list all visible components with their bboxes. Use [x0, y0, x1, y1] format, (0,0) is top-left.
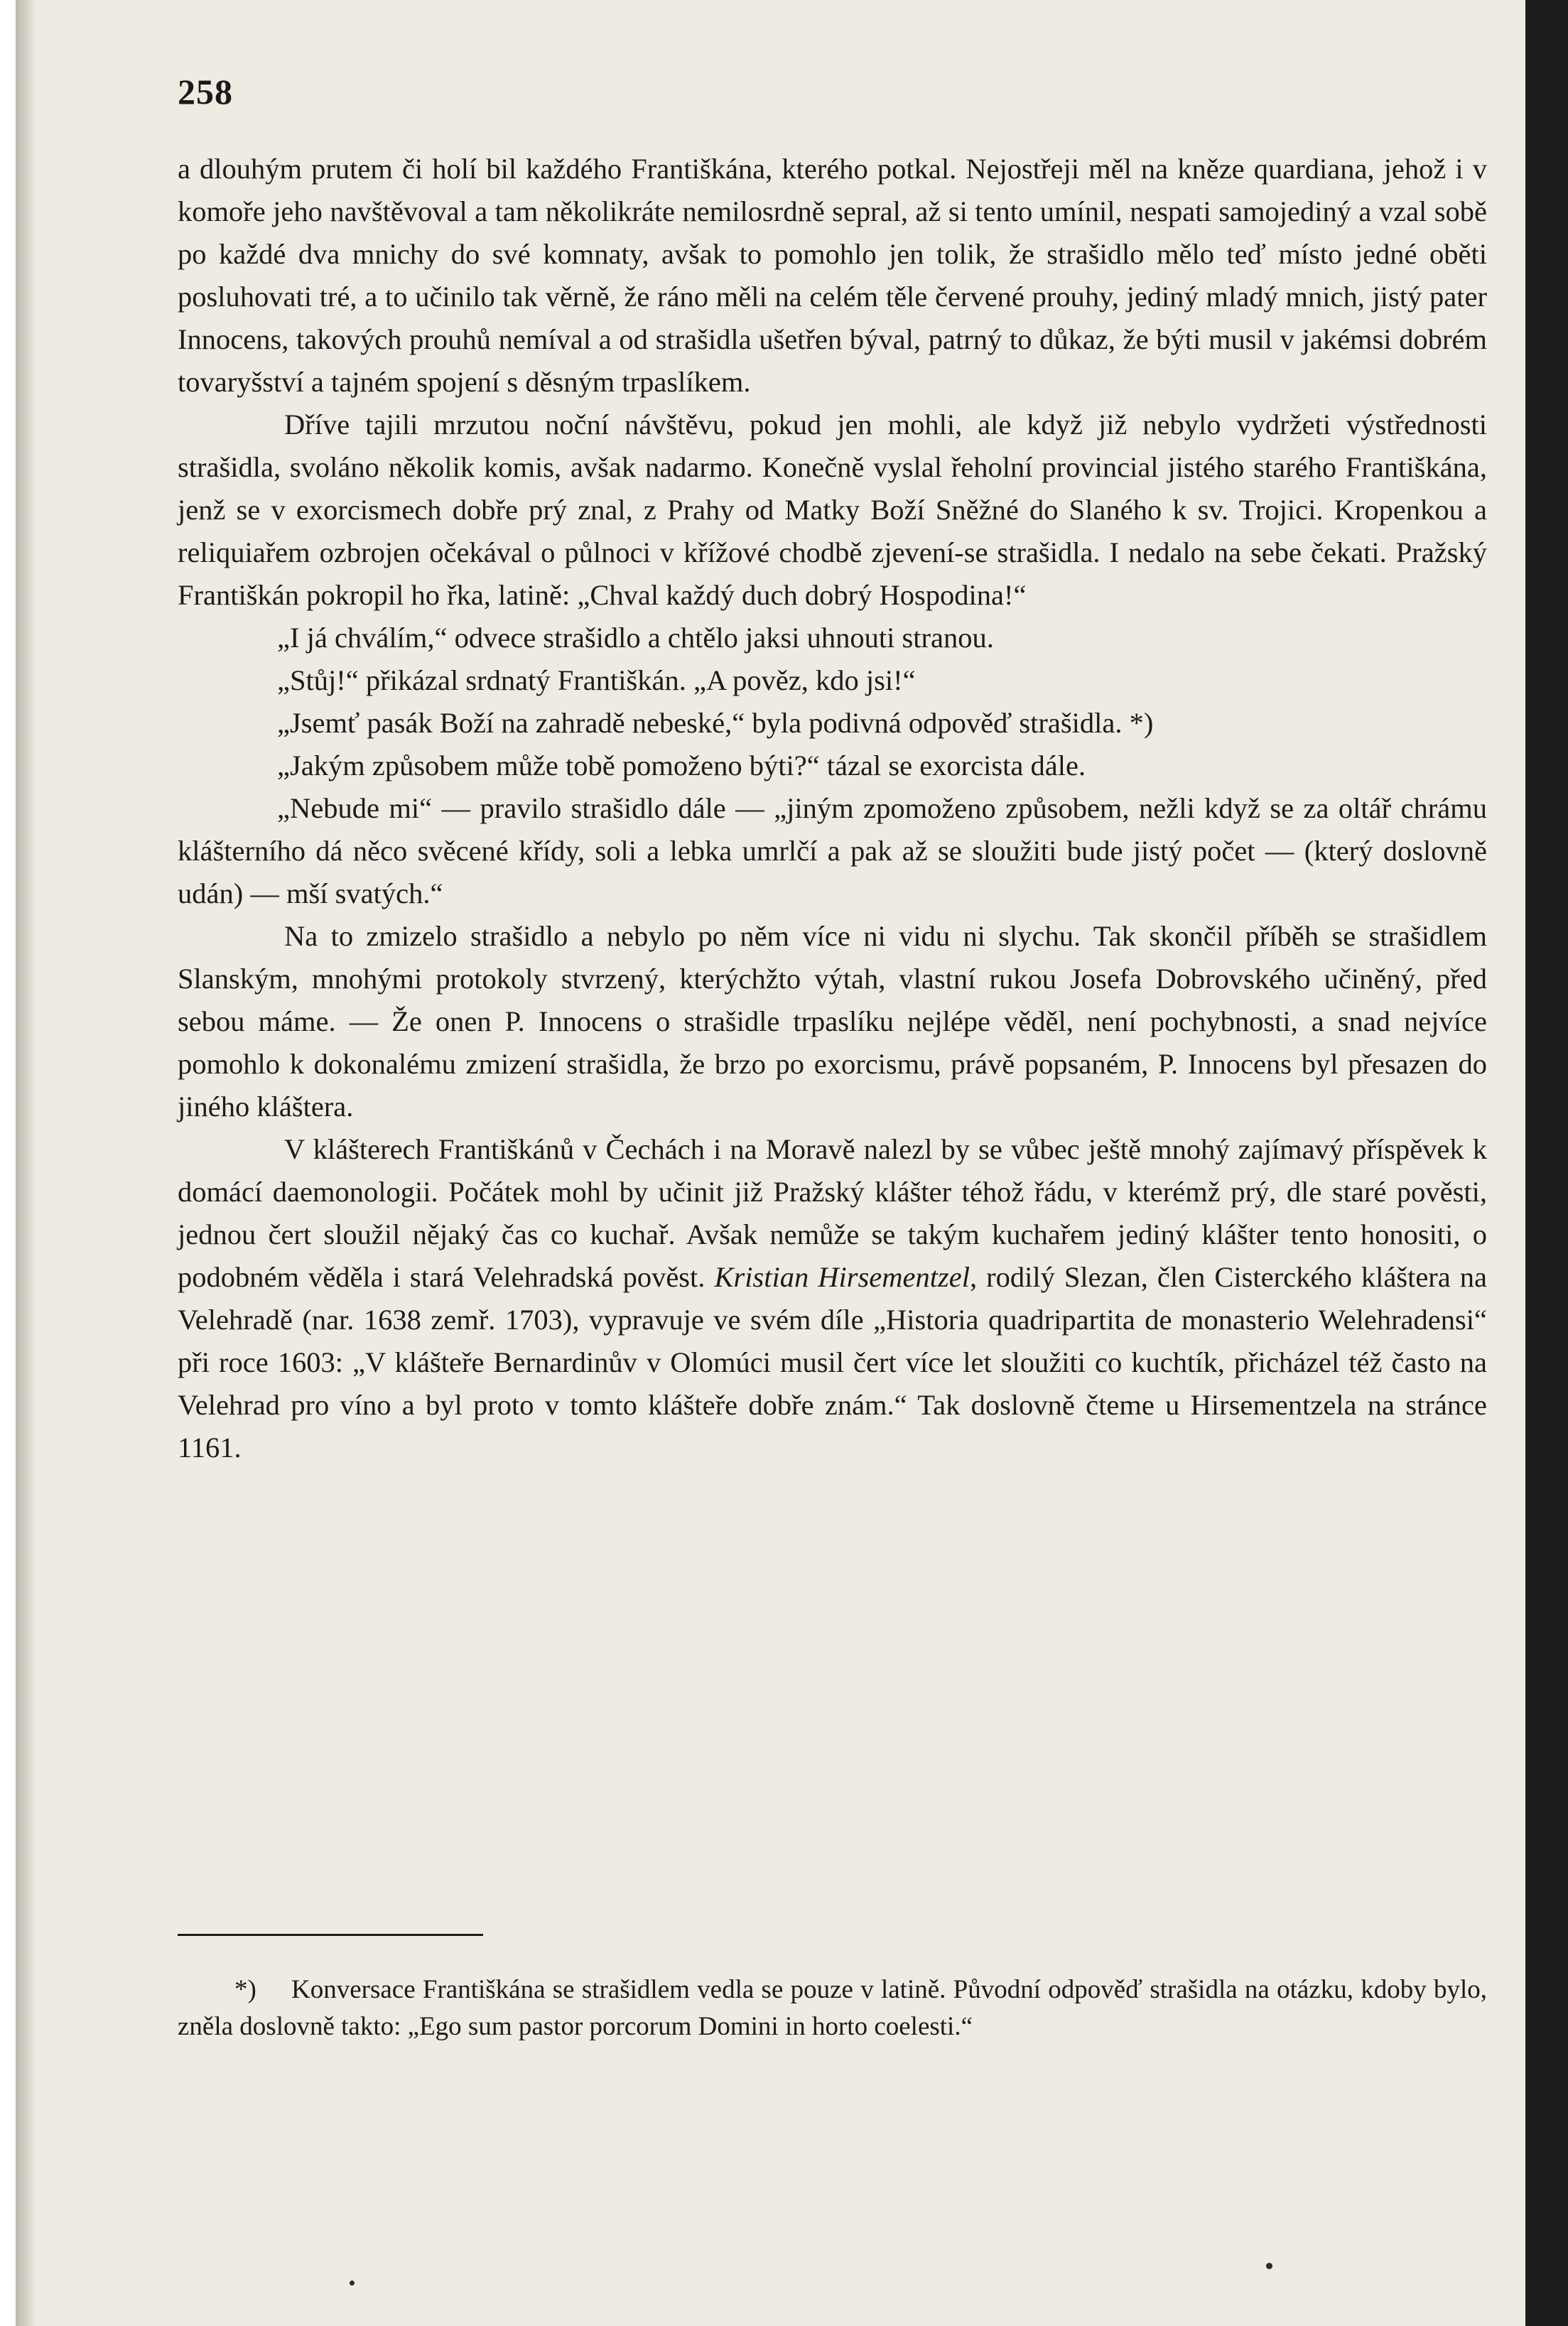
paragraph-text: , rodilý Slezan, člen Cisterckého kláštera na Velehradě (nar. 1638 zemř. 1703), vypravuje ve svém díle „Historia quadripartita de monasterio Welehradensi“ při roce 1603: „V klášteře Bernardinův v Olomúci musil čert více let sloužiti co kuchtík, přicházel též často na Velehrad pro víno a byl proto v tomto klášteře dobře znám.“ Tak doslovně čteme u Hirsementzela na stránce 1161. [178, 1261, 1488, 1464]
footnote [178, 1971, 1487, 2045]
print-speck [1266, 2263, 1272, 2269]
paragraph: Na to zmizelo strašidlo a nebylo po něm více ni vidu ni slychu. Tak skončil příběh se strašidlem Slanským, mnohými protokoly stvrzený, kterýchžto výtah, vlastní rukou Josefa Dobrovského učiněný, před sebou máme. — Že onen P. Innocens o strašidle trpaslíku nejlépe věděl, není pochybnosti, a snad nejvíce pomohlo k dokonalému zmizení strašidla, že brzo po exorcismu, právě popsaném, P. Innocens byl přesazen do jiného kláštera. [178, 920, 1487, 1123]
main-text [178, 148, 1487, 1469]
dialogue-line: „I já chválím,“ odvece strašidlo a chtělo jaksi uhnouti stranou. [277, 622, 994, 654]
paragraph [178, 1128, 1487, 1469]
paragraph: a dlouhým prutem či holí bil každého Františkána, kterého potkal. Nejostřeji měl na kněze quardiana, jehož i v komoře jeho navštěvoval a tam několikráte nemilosrdně sepral, až si tento umínil, nespati samojediný a vzal sobě po každé dva mnichy do své komnaty, avšak to pomohlo jen tolik, že strašidlo mělo teď místo jedné oběti posluhovati tré, a to učinilo tak věrně, že ráno měli na celém těle červené prouhy, jediný mladý mnich, jistý pater Innocens, takových prouhů nemíval a od strašidla ušetřen býval, patrný to důkaz, že býti musil v jakémsi dobrém tovaryšství a tajném spojení s děsným trpaslíkem. [178, 153, 1487, 398]
footnote-text: Konversace Františkána se strašidlem vedla se pouze v latině. Původní odpověď strašidla na otázku, kdoby bylo, zněla doslovně takto: „Ego sum pastor porcorum Domini in horto coelesti.“ [178, 1975, 1487, 2041]
page-number: 258 [178, 72, 233, 112]
footnote-divider [178, 1934, 483, 1936]
print-speck [350, 2281, 355, 2286]
dialogue-line: „Nebude mi“ — pravilo strašidlo dále — „jiným zpomoženo způsobem, nežli když se za oltář chrámu klášterního dá něco svěcené křídy, soli a lebka umrlčí a pak až se sloužiti bude jistý počet — (který doslovně udán) — mší svatých.“ [178, 792, 1487, 909]
dialogue-line: „Stůj!“ přikázal srdnatý Františkán. „A pověz, kdo jsi!“ [277, 664, 916, 696]
footnote-mark: *) [234, 1975, 256, 2004]
author-name: Kristian Hirsementzel [714, 1261, 970, 1293]
dialogue-line: „Jsemť pasák Boží na zahradě nebeské,“ byla podivná odpověď strašidla. *) [277, 707, 1154, 739]
paragraph-text: V klášterech Františkánů v Čechách i na Moravě nalezl by se vůbec ještě mnohý zajímavý příspěvek k domácí daemonologii. Počátek mohl by učinit již Pražský klášter téhož řádu, v kterémž prý, dle staré pověsti, jednou čert sloužil nějaký čas co kuchař. Avšak nemůže se takým kuchařem jediný klášter tento honositi, o podobném věděla i stará Velehradská pověst. [178, 1133, 1487, 1293]
scan-edge [1525, 0, 1568, 2326]
dialogue-line: „Jakým způsobem může tobě pomoženo býti?“ tázal se exorcista dále. [277, 750, 1086, 781]
paragraph: Dříve tajili mrzutou noční návštěvu, pokud jen mohli, ale když již nebylo vydržeti výstřednosti strašidla, svoláno několik komis, avšak nadarmo. Konečně vyslal řeholní provincial jistého starého Františkána, jenž se v exorcismech dobře prý znal, z Prahy od Matky Boží Sněžné do Slaného k sv. Trojici. Kropenkou a reliquiařem ozbrojen očekával o půlnoci v křížové chodbě zjevení-se strašidla. I nedalo na sebe čekati. Pražský Františkán pokropil ho řka, latině: „Chval každý duch dobrý Hospodina!“ [178, 409, 1487, 611]
book-page [16, 0, 1543, 2326]
